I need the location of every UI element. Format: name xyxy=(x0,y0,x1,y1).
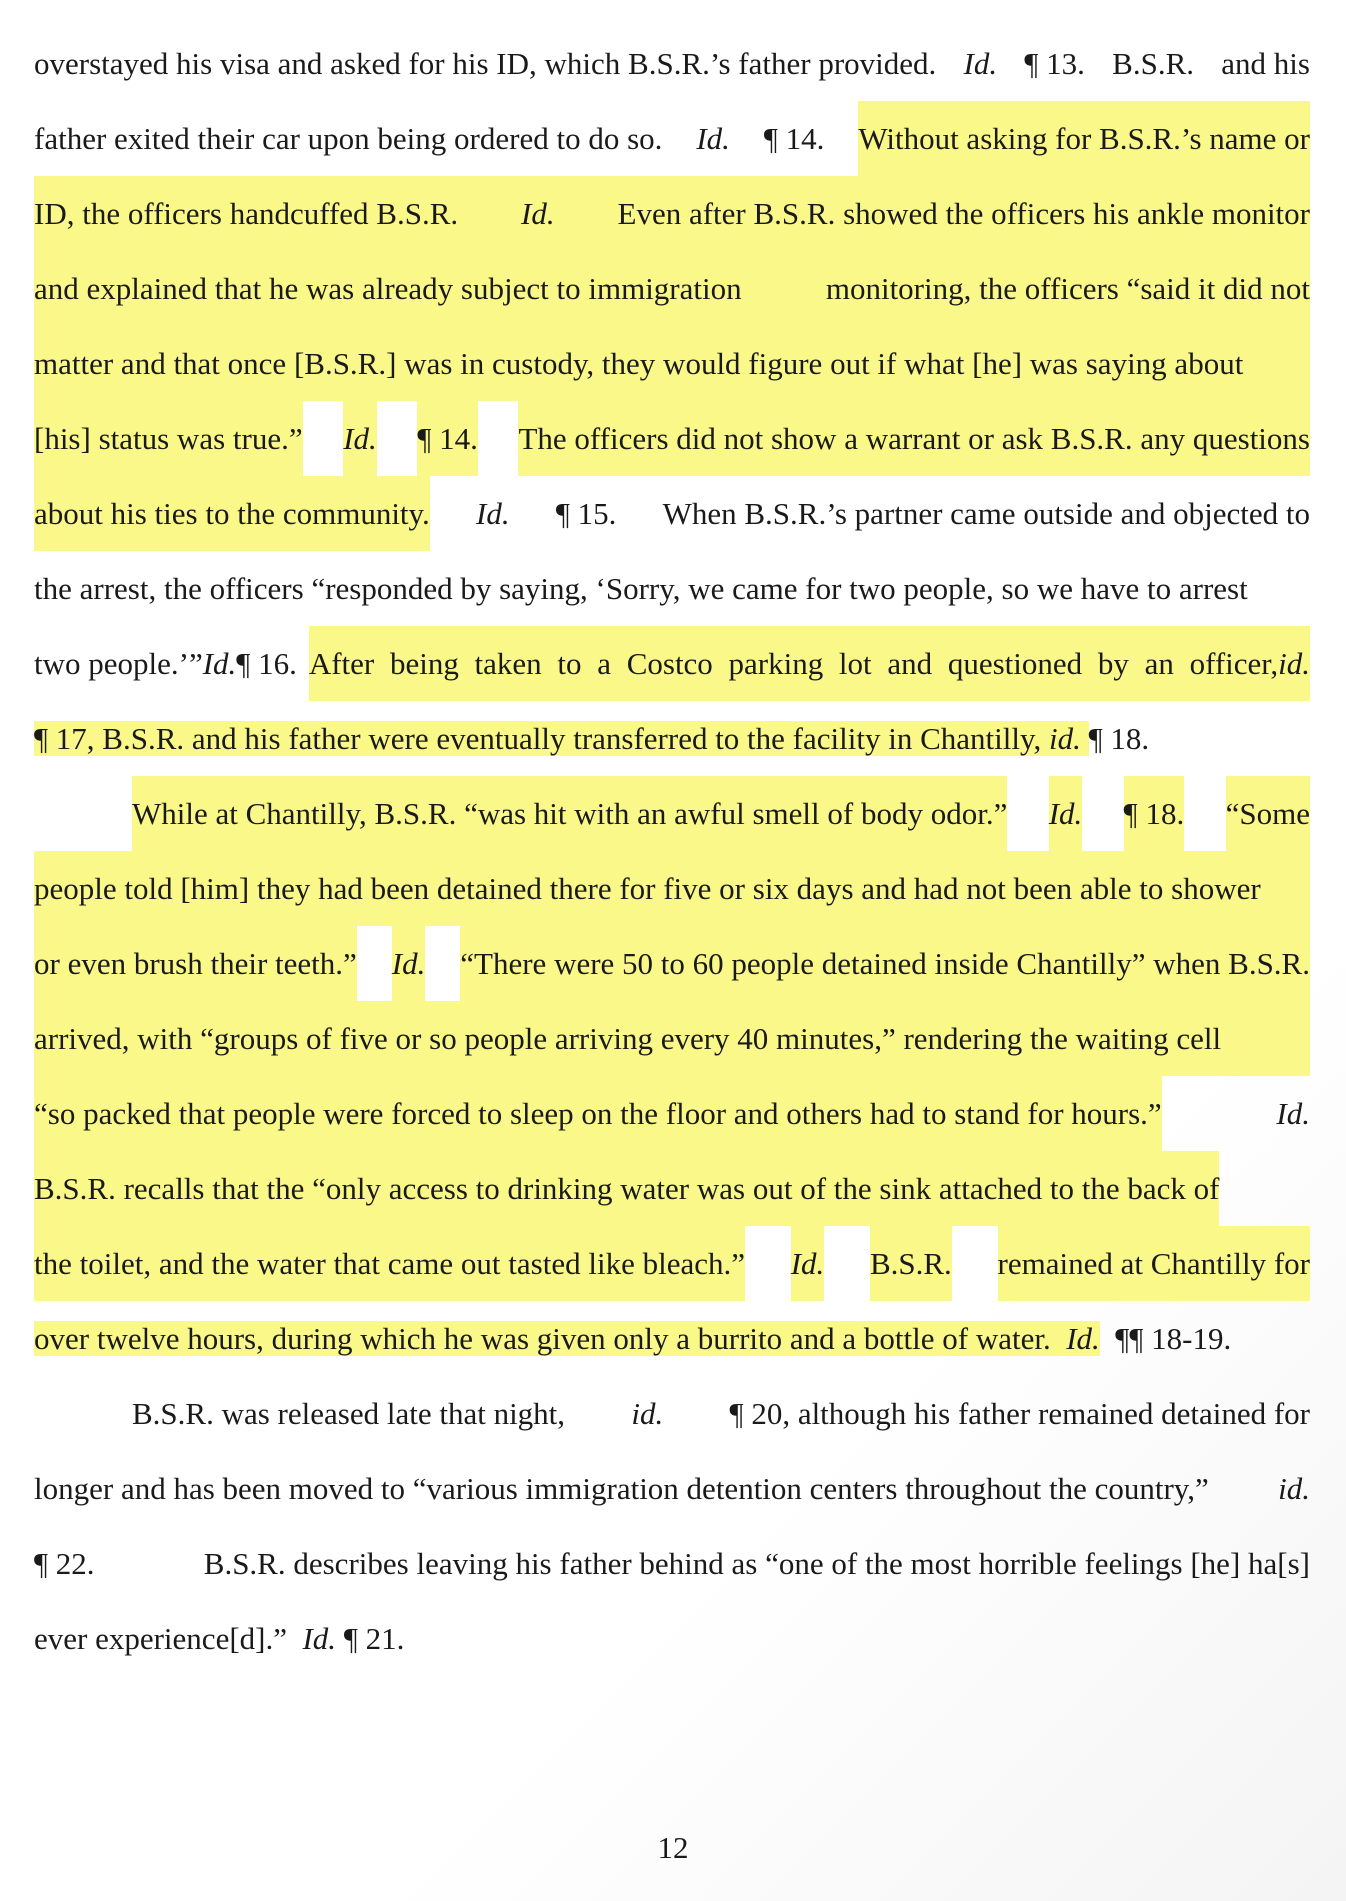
highlighted-text: Even after B.S.R. showed the officers his ankle monitor xyxy=(617,196,1310,231)
text-line xyxy=(34,1451,1310,1526)
citation: id. xyxy=(631,1396,664,1431)
citation: Id. xyxy=(1276,1096,1310,1131)
text-segment: B.S.R. was released late that night, xyxy=(132,1396,566,1431)
text-line xyxy=(34,701,1310,776)
highlighted-text: remained at Chantilly for xyxy=(998,1226,1310,1301)
highlighted-text: “Some xyxy=(1226,776,1310,851)
text-segment: longer and has been moved to “various immigration detention centers throughout the country,” xyxy=(34,1471,1209,1506)
page-number: 12 xyxy=(657,1830,689,1865)
text-line xyxy=(34,1226,1310,1301)
text-segment: ¶ 20, although his father remained detained for xyxy=(729,1396,1310,1431)
text-line xyxy=(34,1301,1310,1376)
citation: id. xyxy=(1278,1471,1310,1506)
highlighted-text: [his] status was true.” xyxy=(34,401,303,476)
text-line xyxy=(34,101,1310,176)
highlighted-text: B.S.R. xyxy=(870,1226,952,1301)
highlighted-text: or even brush their teeth.” xyxy=(34,926,357,1001)
text-line xyxy=(132,1376,1310,1451)
text-segment: overstayed his visa and asked for his ID, which B.S.R.’s father provided. xyxy=(34,46,937,81)
text-segment: ¶ 18. xyxy=(1088,721,1150,756)
text-line xyxy=(34,626,1310,701)
citation: Id. xyxy=(343,401,377,476)
text-line-highlighted xyxy=(34,326,1310,401)
highlighted-text: people told [him] they had been detained there for five or six days and had not been able to shower xyxy=(34,871,1261,906)
highlighted-text: After being taken to a Costco parking lot and questioned by an officer, xyxy=(309,626,1278,701)
citation: Id. xyxy=(521,196,555,231)
highlighted-text: the toilet, and the water that came out tasted like bleach.” xyxy=(34,1226,745,1301)
citation: Id. xyxy=(392,926,426,1001)
text-line xyxy=(34,26,1310,101)
highlighted-text: ¶ 14. xyxy=(417,401,478,476)
highlighted-text: The officers did not show a warrant or ask B.S.R. any questions xyxy=(518,401,1310,476)
text-line xyxy=(34,476,1310,551)
citation: Id. xyxy=(302,1621,337,1656)
text-line xyxy=(34,551,1310,626)
text-line xyxy=(132,776,1310,851)
text-line xyxy=(34,1076,1310,1151)
citation: Id. xyxy=(963,46,998,81)
text-segment: B.S.R. recalls that the “only access to drinking water was out of the sink attached to the back of xyxy=(34,1151,1219,1226)
text-line xyxy=(34,1526,1310,1601)
highlighted-text: arrived, with “groups of five or so people arriving every 40 minutes,” rendering the waiting cell xyxy=(34,1021,1222,1056)
text-line xyxy=(34,401,1310,476)
text-line-highlighted xyxy=(34,176,1310,251)
highlighted-text: about his ties to the community. xyxy=(34,476,430,551)
citation: Id. xyxy=(1049,776,1083,851)
highlighted-text: “There were 50 to 60 people detained inside Chantilly” when B.S.R. xyxy=(460,926,1310,1001)
text-segment: ever experience[d].” xyxy=(34,1621,287,1656)
text-segment: B.S.R. describes leaving his father behind as “one of the most horrible feelings [he] ha[s] xyxy=(203,1546,1310,1581)
text-line-highlighted xyxy=(34,851,1310,926)
highlighted-text: over twelve hours, during which he was given only a burrito and a bottle of water. xyxy=(34,1321,1051,1356)
text-segment: and his xyxy=(1221,46,1310,81)
citation: Id. xyxy=(1066,1321,1100,1356)
text-segment: B.S.R. xyxy=(1112,46,1195,81)
highlighted-text: ID, the officers handcuffed B.S.R. xyxy=(34,196,459,231)
text-segment: ¶ 21. xyxy=(343,1621,405,1656)
citation: id. xyxy=(1048,721,1081,756)
citation: Id. xyxy=(791,1226,825,1301)
text-segment: father exited their car upon being ordered to do so. xyxy=(34,121,663,156)
highlighted-text: ¶ 17, B.S.R. and his father were eventually transferred to the facility in Chantilly, xyxy=(34,721,1042,756)
text-segment: ¶ 22. xyxy=(34,1546,95,1581)
text-segment: ¶ 13. xyxy=(1024,46,1085,81)
citation: id. xyxy=(1278,626,1310,701)
highlighted-text: matter and that once [B.S.R.] was in custody, they would figure out if what [he] was saying about xyxy=(34,346,1244,381)
highlighted-text: and explained that he was already subject to immigration xyxy=(34,271,742,306)
text-segment: two people.’” xyxy=(34,646,203,681)
highlighted-text: monitoring, the officers “said it did not xyxy=(825,271,1310,306)
highlighted-text: Without asking for B.S.R.’s name or xyxy=(858,101,1310,176)
text-line xyxy=(34,1151,1310,1226)
text-segment: ¶ 15. xyxy=(555,496,617,531)
text-segment: When B.S.R.’s partner came outside and objected to xyxy=(662,496,1310,531)
citation: Id. xyxy=(476,496,510,531)
text-segment: ¶¶ 18-19. xyxy=(1115,1321,1232,1356)
text-line-highlighted xyxy=(34,251,1310,326)
highlighted-text: While at Chantilly, B.S.R. “was hit with an awful smell of body odor.” xyxy=(132,776,1007,851)
citation: Id. xyxy=(202,646,237,681)
highlighted-text: “so packed that people were forced to sleep on the floor and others had to stand for hours.” xyxy=(34,1076,1162,1151)
highlighted-text: ¶ 18. xyxy=(1124,776,1185,851)
text-segment: ¶ 14. xyxy=(763,121,825,156)
text-line xyxy=(34,1601,1310,1676)
text-line xyxy=(34,926,1310,1001)
text-line-highlighted xyxy=(34,1001,1310,1076)
text-segment: the arrest, the officers “responded by saying, ‘Sorry, we came for two people, so we have to arrest xyxy=(34,571,1248,606)
citation: Id. xyxy=(696,121,730,156)
text-segment: ¶ 16. xyxy=(236,646,297,681)
